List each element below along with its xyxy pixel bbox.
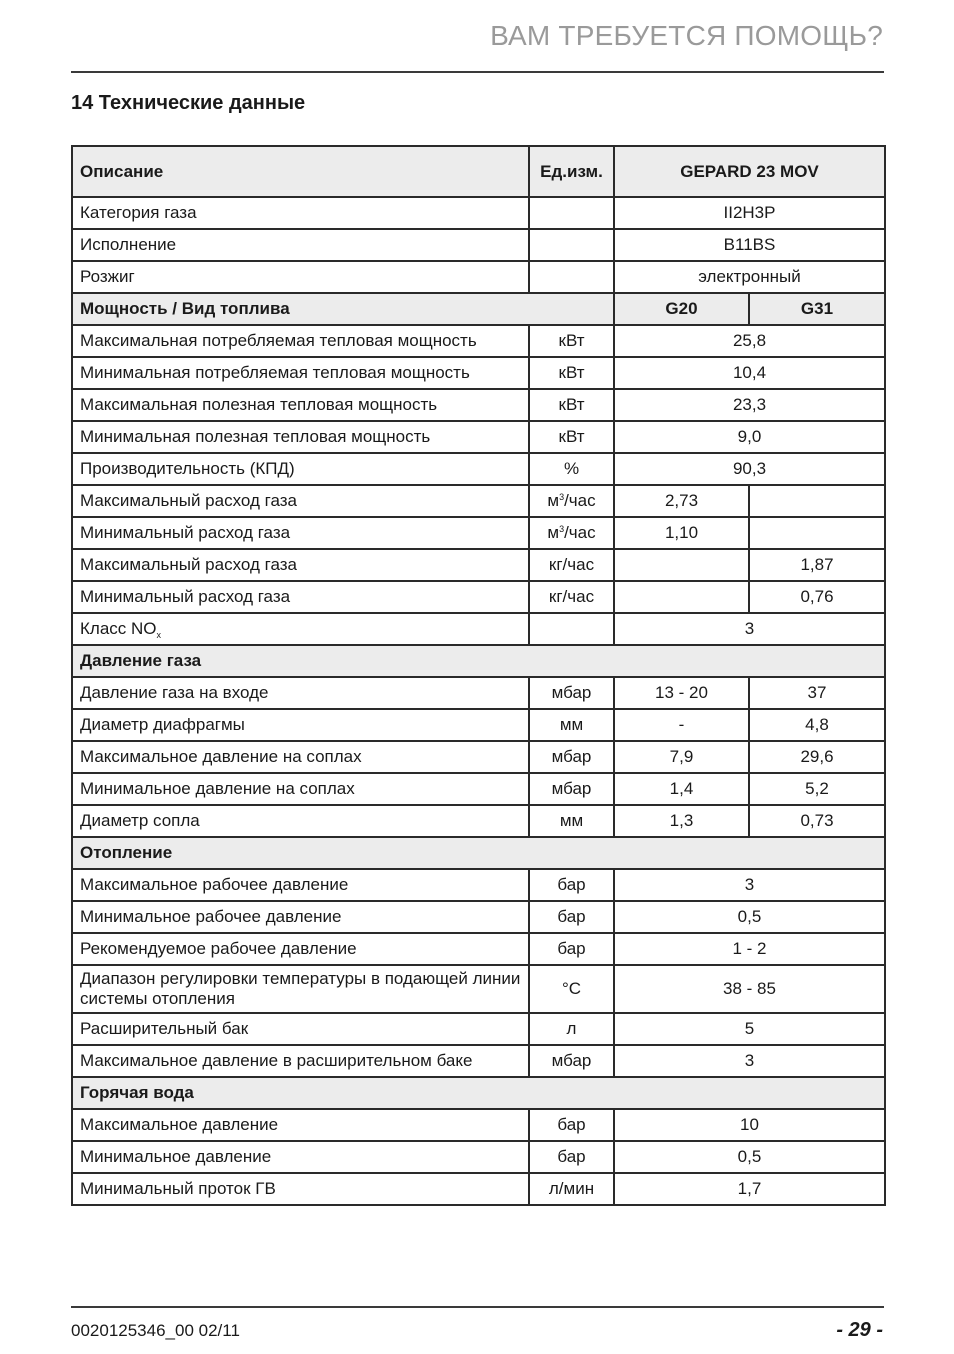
row-unit xyxy=(529,261,614,293)
row-label: Минимальная потребляемая тепловая мощность xyxy=(72,357,529,389)
row-unit xyxy=(529,613,614,645)
table-row xyxy=(72,1173,885,1205)
unit-base: м xyxy=(547,523,560,542)
row-label: Минимальная полезная тепловая мощность xyxy=(72,421,529,453)
column-header-unit: Ед.изм. xyxy=(529,146,614,197)
row-unit xyxy=(529,581,614,613)
section-title: 14 Технические данные xyxy=(71,92,306,114)
row-unit: л/мин xyxy=(529,1173,614,1205)
row-unit: мм xyxy=(529,805,614,837)
row-label: Минимальный проток ГВ xyxy=(72,1173,529,1205)
row-label: Давление газа на входе xyxy=(72,677,529,709)
section-row-heating xyxy=(72,837,885,869)
row-unit: бар xyxy=(529,869,614,901)
table-row xyxy=(72,805,885,837)
row-value: II2H3P xyxy=(614,197,885,229)
row-value-g31: 1,87 xyxy=(749,549,885,581)
table-row xyxy=(72,1045,885,1077)
table-row xyxy=(72,325,885,357)
row-unit xyxy=(529,197,614,229)
row-unit: кВт xyxy=(529,325,614,357)
table-row xyxy=(72,581,885,613)
row-value: 5 xyxy=(614,1013,885,1045)
row-label: Максимальный расход газа xyxy=(72,485,529,517)
table-row xyxy=(72,357,885,389)
section-heading: Отопление xyxy=(72,837,885,869)
row-value-g31: 4,8 xyxy=(749,709,885,741)
table-row xyxy=(72,709,885,741)
table-row xyxy=(72,901,885,933)
row-label: Рекомендуемое рабочее давление xyxy=(72,933,529,965)
footer-divider xyxy=(71,1306,884,1308)
table-row xyxy=(72,773,885,805)
row-value: 23,3 xyxy=(614,389,885,421)
row-value: 1 - 2 xyxy=(614,933,885,965)
row-value-g20: 1,10 xyxy=(614,517,749,549)
row-unit: кВт xyxy=(529,421,614,453)
row-label: Максимальное давление в расширительном баке xyxy=(72,1045,529,1077)
fuel-g20-heading: G20 xyxy=(614,293,749,325)
row-unit: бар xyxy=(529,1109,614,1141)
row-unit: кВт xyxy=(529,357,614,389)
table-row xyxy=(72,389,885,421)
row-value-g31: 5,2 xyxy=(749,773,885,805)
row-value: 25,8 xyxy=(614,325,885,357)
row-value: 3 xyxy=(614,1045,885,1077)
section-row-hot-water xyxy=(72,1077,885,1109)
row-unit: мбар xyxy=(529,1045,614,1077)
document-number: 0020125346_00 02/11 xyxy=(71,1321,240,1340)
table-row xyxy=(72,1141,885,1173)
row-label xyxy=(72,613,529,645)
column-header-description: Описание xyxy=(72,146,529,197)
table-row xyxy=(72,517,885,549)
row-label: Максимальное рабочее давление xyxy=(72,869,529,901)
row-label: Максимальное давление xyxy=(72,1109,529,1141)
row-value-g20: 1,3 xyxy=(614,805,749,837)
column-header-model: GEPARD 23 MOV xyxy=(614,146,885,197)
unit-rest: /час xyxy=(564,491,596,510)
row-value: электронный xyxy=(614,261,885,293)
row-value-g20: 7,9 xyxy=(614,741,749,773)
row-value-g31 xyxy=(749,517,885,549)
row-unit: мм xyxy=(529,709,614,741)
row-value-g20: 2,73 xyxy=(614,485,749,517)
unit-superscript: 3 xyxy=(559,524,565,534)
table-row xyxy=(72,1013,885,1045)
row-label: Минимальный расход газа xyxy=(72,581,529,613)
unit-base: м xyxy=(547,491,560,510)
unit-base: кг/час xyxy=(548,555,595,574)
row-value: 1,7 xyxy=(614,1173,885,1205)
row-label: Розжиг xyxy=(72,261,529,293)
row-label: Расширительный бак xyxy=(72,1013,529,1045)
nox-subscript: x xyxy=(156,630,161,640)
table-row xyxy=(72,549,885,581)
row-value-g20 xyxy=(614,549,749,581)
row-unit: мбар xyxy=(529,677,614,709)
row-unit xyxy=(529,485,614,517)
row-label: Минимальное давление на соплах xyxy=(72,773,529,805)
row-unit xyxy=(529,517,614,549)
header-divider xyxy=(71,71,884,73)
table-row xyxy=(72,453,885,485)
fuel-g31-heading: G31 xyxy=(749,293,885,325)
row-value: 10 xyxy=(614,1109,885,1141)
row-unit xyxy=(529,549,614,581)
row-unit: бар xyxy=(529,1141,614,1173)
table-row xyxy=(72,197,885,229)
section-row-gas-pressure xyxy=(72,645,885,677)
row-unit: °C xyxy=(529,965,614,1013)
technical-data-table xyxy=(71,145,886,1206)
section-heading: Мощность / Вид топлива xyxy=(72,293,614,325)
row-value: 0,5 xyxy=(614,901,885,933)
row-value: B11BS xyxy=(614,229,885,261)
table-row xyxy=(72,677,885,709)
row-label: Производительность (КПД) xyxy=(72,453,529,485)
row-unit: бар xyxy=(529,901,614,933)
row-label: Диаметр диафрагмы xyxy=(72,709,529,741)
table-row xyxy=(72,421,885,453)
row-label: Максимальный расход газа xyxy=(72,549,529,581)
table-row xyxy=(72,485,885,517)
row-value-g20 xyxy=(614,581,749,613)
unit-superscript: 3 xyxy=(559,492,565,502)
row-label: Минимальный расход газа xyxy=(72,517,529,549)
row-label: Максимальная полезная тепловая мощность xyxy=(72,389,529,421)
page-number: - 29 - xyxy=(836,1319,883,1341)
row-value-g20: 1,4 xyxy=(614,773,749,805)
table-row xyxy=(72,741,885,773)
table-header-row xyxy=(72,146,885,197)
row-value-g31 xyxy=(749,485,885,517)
row-value: 3 xyxy=(614,869,885,901)
page-header-title: ВАМ ТРЕБУЕТСЯ ПОМОЩЬ? xyxy=(490,20,883,51)
row-label: Минимальное рабочее давление xyxy=(72,901,529,933)
table-row xyxy=(72,869,885,901)
row-label: Минимальное давление xyxy=(72,1141,529,1173)
row-unit: % xyxy=(529,453,614,485)
section-heading: Давление газа xyxy=(72,645,885,677)
row-unit: мбар xyxy=(529,741,614,773)
row-value: 0,5 xyxy=(614,1141,885,1173)
row-value-g31: 29,6 xyxy=(749,741,885,773)
table-row xyxy=(72,613,885,645)
row-value-g31: 0,73 xyxy=(749,805,885,837)
row-label: Максимальное давление на соплах xyxy=(72,741,529,773)
row-value-g31: 37 xyxy=(749,677,885,709)
row-value: 38 - 85 xyxy=(614,965,885,1013)
row-value-g20: 13 - 20 xyxy=(614,677,749,709)
row-label: Исполнение xyxy=(72,229,529,261)
row-label: Диаметр сопла xyxy=(72,805,529,837)
row-unit: л xyxy=(529,1013,614,1045)
table-row xyxy=(72,965,885,1013)
row-unit xyxy=(529,229,614,261)
nox-label: Класс NO xyxy=(80,619,157,638)
section-row-power xyxy=(72,293,885,325)
unit-rest: /час xyxy=(564,523,596,542)
table-row xyxy=(72,1109,885,1141)
row-label: Максимальная потребляемая тепловая мощность xyxy=(72,325,529,357)
row-unit: кВт xyxy=(529,389,614,421)
table-row xyxy=(72,229,885,261)
row-label: Категория газа xyxy=(72,197,529,229)
row-unit: мбар xyxy=(529,773,614,805)
row-value: 9,0 xyxy=(614,421,885,453)
unit-base: кг/час xyxy=(548,587,595,606)
row-unit: бар xyxy=(529,933,614,965)
row-value: 3 xyxy=(614,613,885,645)
row-value-g31: 0,76 xyxy=(749,581,885,613)
row-value-g20: - xyxy=(614,709,749,741)
row-label: Диапазон регулировки температуры в подающей линии системы отопления xyxy=(72,965,529,1013)
row-value: 90,3 xyxy=(614,453,885,485)
section-heading: Горячая вода xyxy=(72,1077,885,1109)
table-row xyxy=(72,933,885,965)
row-value: 10,4 xyxy=(614,357,885,389)
table-row xyxy=(72,261,885,293)
